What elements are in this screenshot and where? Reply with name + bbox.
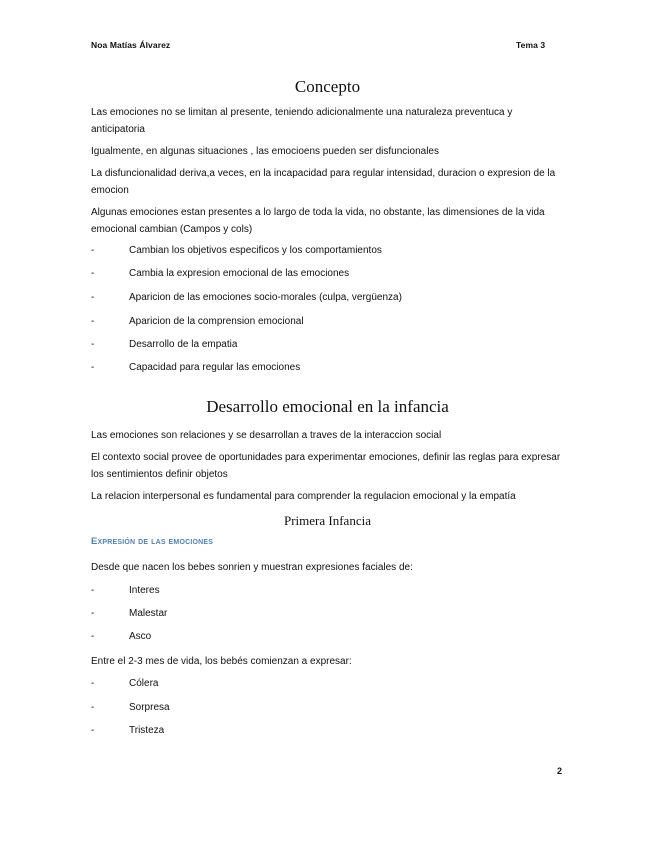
bullet-dash: - [91, 585, 95, 596]
bullet-dash: - [91, 678, 95, 689]
bullet-dash: - [91, 245, 95, 256]
bullet-dash: - [91, 608, 95, 619]
paragraph: La disfuncionalidad deriva,a veces, en la incapacidad para regular intensidad, duracion o expresion de la emocion [91, 168, 556, 196]
page-number: 2 [557, 766, 563, 776]
header-author: Noa Matías Álvarez [91, 40, 171, 50]
list-item-text: Tristeza [129, 725, 165, 736]
list-item-text: Interes [129, 585, 160, 596]
list-item-text: Aparicion de la comprension emocional [129, 316, 304, 327]
paragraph: Desde que nacen los bebes sonrien y muestran expresiones faciales de: [91, 562, 413, 573]
bullet-dash: - [91, 316, 95, 327]
header-topic: Tema 3 [516, 40, 546, 50]
bullet-dash: - [91, 362, 95, 373]
paragraph: Las emociones no se limitan al presente, teniendo adicionalmente una naturaleza preventuca y anticipatoria [91, 107, 513, 135]
paragraph: El contexto social provee de oportunidades para experimentar emociones, definir las reglas para expresar los sentimientos definir objetos [91, 452, 561, 480]
section-title-desarrollo: Desarrollo emocional en la infancia [206, 397, 449, 416]
paragraph: La relacion interpersonal es fundamental para comprender la regulacion emocional y la empatía [91, 491, 516, 502]
paragraph: Igualmente, en algunas situaciones , las emocioens pueden ser disfuncionales [91, 146, 439, 157]
bullet-dash: - [91, 725, 95, 736]
list-item-text: Cólera [129, 678, 159, 689]
list-item-text: Cambia la expresion emocional de las emociones [129, 268, 350, 279]
list-item-text: Malestar [129, 608, 168, 619]
list-item-text: Capacidad para regular las emociones [129, 362, 301, 373]
bullet-dash: - [91, 268, 95, 279]
list-item-text: Sorpresa [129, 702, 170, 713]
section-title-concepto: Concepto [294, 77, 361, 96]
bullet-dash: - [91, 292, 95, 303]
bullet-dash: - [91, 631, 95, 642]
paragraph: Entre el 2-3 mes de vida, los bebés comienzan a expresar: [91, 656, 352, 667]
list-item-text: Aparicion de las emociones socio-morales (culpa, vergüenza) [129, 292, 402, 303]
paragraph: Algunas emociones estan presentes a lo largo de toda la vida, no obstante, las dimensiones de la vida emocional cambian (Campos y cols) [91, 207, 545, 235]
section-heading: Expresión de las emociones [91, 536, 214, 547]
bullet-dash: - [91, 339, 95, 350]
paragraph: Las emociones son relaciones y se desarrollan a traves de la interaccion social [91, 430, 442, 441]
bullet-dash: - [91, 702, 95, 713]
list-item-text: Asco [129, 631, 152, 642]
subsection-title: Primera Infancia [284, 513, 371, 528]
list-item-text: Desarrollo de la empatia [129, 339, 238, 350]
list-item-text: Cambian los objetivos especificos y los comportamientos [129, 245, 382, 256]
